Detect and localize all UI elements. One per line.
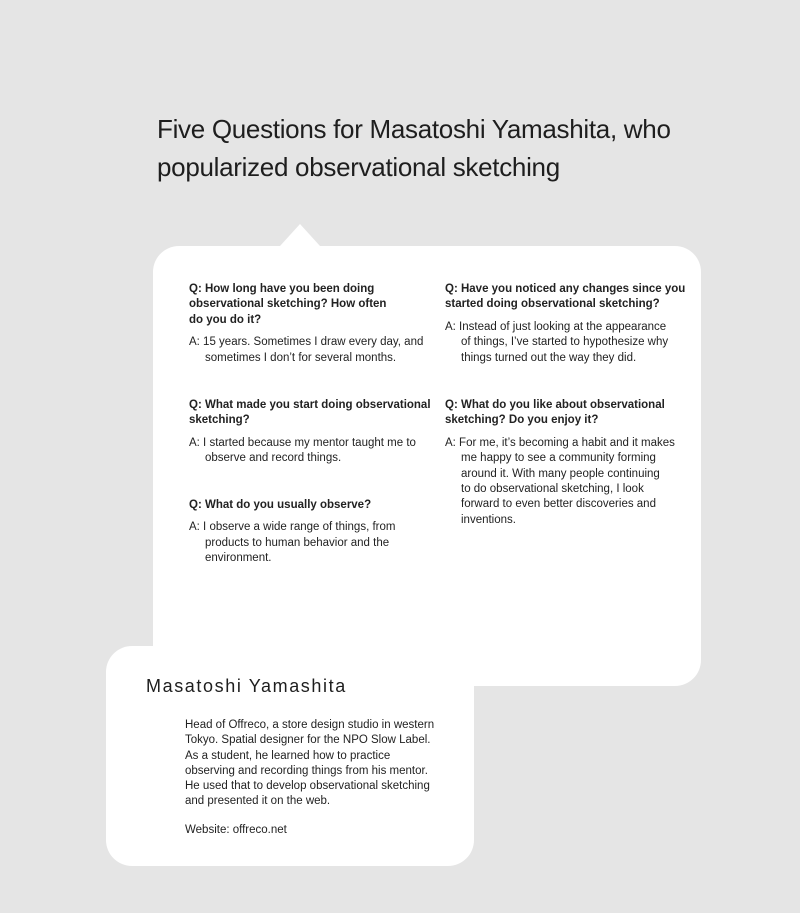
question [189, 498, 395, 513]
question-line: do you do it? [189, 313, 262, 326]
question-line: observational sketching? How often [189, 298, 387, 311]
title-line: Five Questions for Masatoshi Yamashita, who [157, 114, 671, 144]
qa-item-5 [445, 398, 675, 528]
answer-line: forward to even better discoveries and [461, 498, 656, 511]
answer-line: A: I observe a wide range of things, from [189, 521, 396, 534]
question [189, 398, 431, 429]
question-line: Q: What do you usually observe? [189, 499, 372, 511]
answer [445, 320, 685, 366]
answer [445, 436, 675, 528]
bio-line: He used that to develop observational sketching [185, 780, 430, 793]
question-line: Q: What made you start doing observational [189, 399, 431, 411]
question-line: sketching? Do you enjoy it? [445, 414, 599, 427]
answer [189, 520, 395, 566]
website-link[interactable]: Website: offreco.net [185, 824, 287, 836]
answer-line: me happy to see a community forming [461, 452, 656, 465]
bio-line: observing and recording things from his mentor. [185, 764, 428, 777]
answer-line: products to human behavior and the [205, 536, 390, 549]
answer-line: of things, I’ve started to hypothesize why [461, 336, 669, 349]
answer [189, 335, 423, 366]
bio-line: Tokyo. Spatial designer for the NPO Slow Label. [185, 734, 431, 747]
answer-line: A: Instead of just looking at the appearance [445, 320, 667, 333]
answer-line: observe and record things. [205, 452, 342, 465]
answer-line: things turned out the way they did. [461, 351, 637, 364]
answer-line: A: For me, it’s becoming a habit and it makes [445, 436, 675, 449]
question [445, 282, 685, 313]
question-line: Q: How long have you been doing [189, 283, 375, 295]
bio-description [185, 718, 434, 810]
qa-item-2 [189, 398, 431, 467]
question [189, 282, 423, 328]
answer [189, 436, 431, 467]
question-line: Q: Have you noticed any changes since you [445, 283, 686, 295]
title-line: popularized observational sketching [157, 152, 560, 182]
answer-line: around it. With many people continuing [461, 467, 660, 480]
question-line: started doing observational sketching? [445, 298, 660, 311]
qa-item-3 [189, 498, 395, 567]
question-line: sketching? [189, 414, 250, 427]
answer-line: to do observational sketching, I look [461, 483, 644, 496]
bio-line: and presented it on the web. [185, 795, 331, 808]
qa-item-1 [189, 282, 423, 366]
answer-line: A: 15 years. Sometimes I draw every day, and [189, 336, 424, 349]
answer-line: inventions. [461, 513, 516, 526]
bio-name: Masatoshi Yamashita [146, 676, 347, 696]
callout-pointer [280, 224, 320, 246]
qa-item-4 [445, 282, 685, 366]
question [445, 398, 675, 429]
answer-line: environment. [205, 552, 272, 565]
question-line: Q: What do you like about observational [445, 399, 665, 411]
bio-line: Head of Offreco, a store design studio in western [185, 719, 435, 731]
answer-line: A: I started because my mentor taught me to [189, 436, 416, 449]
bio-line: As a student, he learned how to practice [185, 749, 391, 762]
page-title [157, 110, 717, 186]
answer-line: sometimes I don’t for several months. [205, 351, 397, 364]
